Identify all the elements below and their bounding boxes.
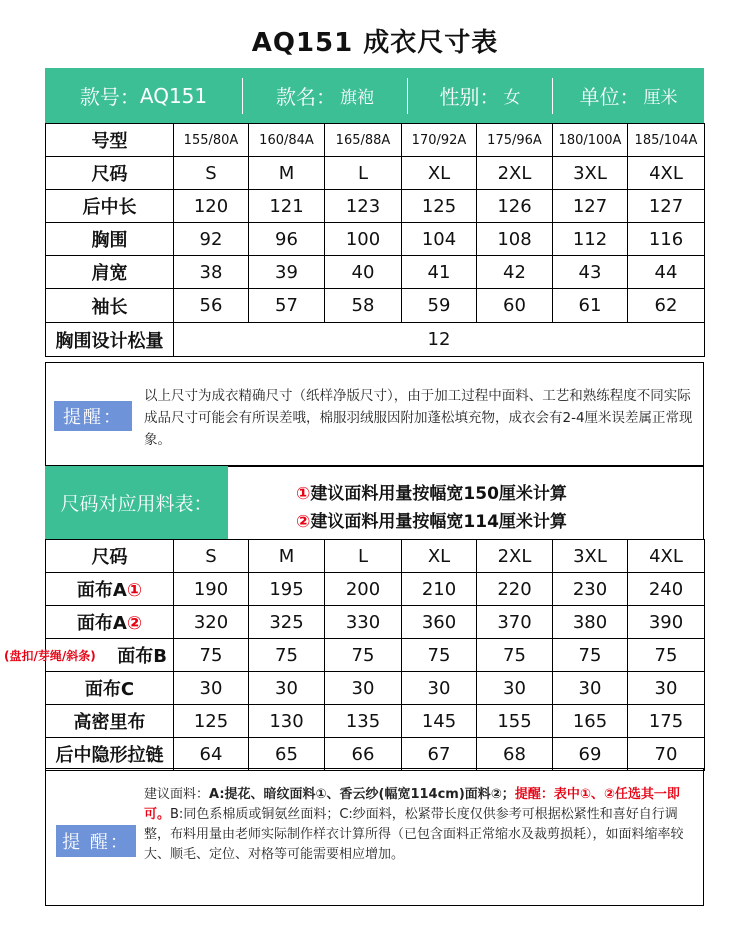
size-cell: 165/88A — [325, 124, 402, 157]
material-label-text: 后中隐形拉链 — [55, 745, 164, 766]
size-cell: 100 — [325, 223, 402, 256]
size-cell: 160/84A — [249, 124, 325, 157]
material-mark: ② — [126, 613, 143, 634]
material-row-label — [46, 540, 174, 573]
size-cell: L — [325, 157, 402, 190]
material-row — [46, 540, 705, 573]
material-cell: 30 — [402, 672, 477, 705]
size-cell: 3XL — [553, 157, 628, 190]
size-cell: M — [249, 157, 325, 190]
material-row — [46, 573, 705, 606]
material-cell: 325 — [249, 606, 325, 639]
note2-a: 建议面料： — [144, 787, 210, 802]
material-row-label — [46, 672, 174, 705]
size-cell: 44 — [628, 256, 705, 289]
ease-label: 胸围设计松量 — [46, 323, 174, 357]
size-cell: 185/104A — [628, 124, 705, 157]
size-row — [46, 289, 705, 323]
size-cell: 155/80A — [174, 124, 249, 157]
size-row-label: 后中长 — [46, 190, 174, 223]
size-cell: 127 — [553, 190, 628, 223]
size-cell: 4XL — [628, 157, 705, 190]
material-label-text: 面布A — [76, 613, 127, 634]
size-row-label: 袖长 — [46, 289, 174, 323]
material-label-text: 面布B — [117, 646, 167, 667]
material-row — [46, 705, 705, 738]
size-cell: 42 — [477, 256, 553, 289]
size-cell: 41 — [402, 256, 477, 289]
style-name-label: 款名： — [276, 85, 336, 109]
unit-value: 厘米 — [643, 88, 678, 108]
material-cell: 70 — [628, 738, 705, 771]
unit-label: 单位： — [579, 85, 640, 109]
material-cell: 320 — [174, 606, 249, 639]
material-row — [46, 672, 705, 705]
material-label-text: 高密里布 — [73, 712, 146, 733]
size-cell: 123 — [325, 190, 402, 223]
material-cell: 330 — [325, 606, 402, 639]
ease-row — [46, 323, 705, 357]
material-prefix: (盘扣/芽绳/斜条) — [4, 649, 96, 663]
material-cell: L — [325, 540, 402, 573]
size-row — [46, 190, 705, 223]
note2-b: A:提花、暗纹面料①、香云纱(幅宽114cm)面料②； — [209, 787, 515, 802]
material-label-text: 面布C — [84, 679, 135, 700]
material-cell: 75 — [249, 639, 325, 672]
material-row-label — [46, 606, 174, 639]
size-cell: 96 — [249, 223, 325, 256]
material-cell: 165 — [553, 705, 628, 738]
note2-red: 提醒：表中①、②任选其一即可。 — [144, 787, 680, 822]
size-cell: 175/96A — [477, 124, 553, 157]
size-cell: 38 — [174, 256, 249, 289]
size-row — [46, 256, 705, 289]
material-cell: 125 — [174, 705, 249, 738]
material-row-label — [46, 573, 174, 606]
size-cell: 56 — [174, 289, 249, 323]
material-tag: 尺码对应用料表： — [45, 466, 228, 539]
material-cell: 210 — [402, 573, 477, 606]
material-table — [4, 539, 705, 771]
size-cell: 40 — [325, 256, 402, 289]
size-row — [46, 124, 705, 157]
material-cell: 135 — [325, 705, 402, 738]
material-cell: XL — [402, 540, 477, 573]
material-row — [46, 639, 705, 672]
size-cell: 121 — [249, 190, 325, 223]
size-cell: 57 — [249, 289, 325, 323]
size-row — [46, 157, 705, 190]
material-cell: 30 — [477, 672, 553, 705]
material-cell: 230 — [553, 573, 628, 606]
size-cell: 62 — [628, 289, 705, 323]
material-cell: 2XL — [477, 540, 553, 573]
material-cell: 75 — [553, 639, 628, 672]
material-cell: 30 — [325, 672, 402, 705]
material-cell: M — [249, 540, 325, 573]
material-cell: 380 — [553, 606, 628, 639]
material-cell: 3XL — [553, 540, 628, 573]
note2-c: B:同色系棉质或铜氨丝面料；C:纱面料，松紧带长度仅供参考可根据松紧性和喜好自行调整，布料用量由老师实际制作样衣计算所得（已包含面料正常缩水及裁剪损耗），如面料缩率较大、顺毛、定位、对格等可能需要相应增加。 — [144, 807, 684, 862]
material-cell: 370 — [477, 606, 553, 639]
recommend-150 — [296, 479, 567, 504]
material-cell: 75 — [325, 639, 402, 672]
style-name — [243, 78, 408, 114]
material-cell: 390 — [628, 606, 705, 639]
material-cell: 75 — [174, 639, 249, 672]
material-cell: 240 — [628, 573, 705, 606]
size-cell: 127 — [628, 190, 705, 223]
material-cell: 220 — [477, 573, 553, 606]
material-row-label — [46, 738, 174, 771]
style-no — [45, 78, 243, 114]
material-cell: 145 — [402, 705, 477, 738]
size-cell: 120 — [174, 190, 249, 223]
size-row — [46, 223, 705, 256]
material-cell: 30 — [249, 672, 325, 705]
material-row-label — [46, 705, 174, 738]
size-cell: 170/92A — [402, 124, 477, 157]
remind-badge-1: 提醒： — [54, 401, 132, 431]
style-no-value: AQ151 — [139, 83, 208, 108]
material-cell: 200 — [325, 573, 402, 606]
size-cell: XL — [402, 157, 477, 190]
material-cell: 155 — [477, 705, 553, 738]
size-cell: 58 — [325, 289, 402, 323]
ease-value: 12 — [174, 323, 705, 357]
material-cell: 130 — [249, 705, 325, 738]
material-cell: 66 — [325, 738, 402, 771]
rec2-text: 建议面料用量按幅宽114厘米计算 — [310, 512, 567, 532]
style-no-label: 款号： — [79, 85, 140, 109]
note-text-1: 以上尺寸为成衣精确尺寸（纸样净版尺寸），由于加工过程中面料、工艺和熟练程度不同实际成品尺寸可能会有所误差哦，棉服羽绒服因附加蓬松填充物，成衣会有2-4厘米误差属正常现象。 — [144, 388, 693, 448]
material-label-text: 尺码 — [91, 547, 128, 568]
size-cell: 125 — [402, 190, 477, 223]
gender — [408, 78, 553, 114]
rec1-mark: ① — [296, 484, 311, 504]
material-cell: 30 — [628, 672, 705, 705]
size-row-label: 尺码 — [46, 157, 174, 190]
material-cell: 67 — [402, 738, 477, 771]
size-cell: 43 — [553, 256, 628, 289]
material-cell: 190 — [174, 573, 249, 606]
note-text-2 — [144, 785, 696, 865]
style-name-value: 旗袍 — [340, 88, 374, 108]
page-title: AQ151 成衣尺寸表 — [251, 28, 499, 58]
material-label-text: 面布A — [76, 580, 127, 601]
size-cell: 2XL — [477, 157, 553, 190]
note-box-1 — [45, 362, 704, 466]
size-row-label: 号型 — [46, 124, 174, 157]
rec1-text: 建议面料用量按幅宽150厘米计算 — [310, 484, 567, 504]
material-cell: 360 — [402, 606, 477, 639]
material-cell: 30 — [174, 672, 249, 705]
size-cell: 126 — [477, 190, 553, 223]
material-cell: 68 — [477, 738, 553, 771]
size-cell: 104 — [402, 223, 477, 256]
material-cell: 75 — [477, 639, 553, 672]
note-box-2 — [45, 768, 704, 906]
size-row-label: 胸围 — [46, 223, 174, 256]
recommend-114 — [296, 507, 567, 532]
gender-value: 女 — [503, 88, 521, 108]
size-cell: 92 — [174, 223, 249, 256]
material-cell: 195 — [249, 573, 325, 606]
material-cell: 65 — [249, 738, 325, 771]
size-cell: S — [174, 157, 249, 190]
size-table — [45, 123, 705, 357]
material-cell: 69 — [553, 738, 628, 771]
gender-label: 性别： — [439, 85, 500, 109]
material-row — [46, 738, 705, 771]
size-cell: 61 — [553, 289, 628, 323]
size-cell: 112 — [553, 223, 628, 256]
material-cell: S — [174, 540, 249, 573]
material-cell: 75 — [402, 639, 477, 672]
info-header — [45, 68, 704, 123]
size-cell: 108 — [477, 223, 553, 256]
material-cell: 64 — [174, 738, 249, 771]
size-cell: 180/100A — [553, 124, 628, 157]
size-cell: 59 — [402, 289, 477, 323]
material-cell: 75 — [628, 639, 705, 672]
material-row — [46, 606, 705, 639]
rec2-mark: ② — [296, 512, 311, 532]
size-cell: 39 — [249, 256, 325, 289]
remind-badge-2: 提 醒： — [56, 825, 136, 857]
size-cell: 116 — [628, 223, 705, 256]
material-cell: 30 — [553, 672, 628, 705]
material-mark: ① — [126, 580, 143, 601]
unit — [553, 78, 704, 114]
material-cell: 175 — [628, 705, 705, 738]
material-cell: 4XL — [628, 540, 705, 573]
size-row-label: 肩宽 — [46, 256, 174, 289]
size-cell: 60 — [477, 289, 553, 323]
material-row-label — [4, 639, 174, 672]
